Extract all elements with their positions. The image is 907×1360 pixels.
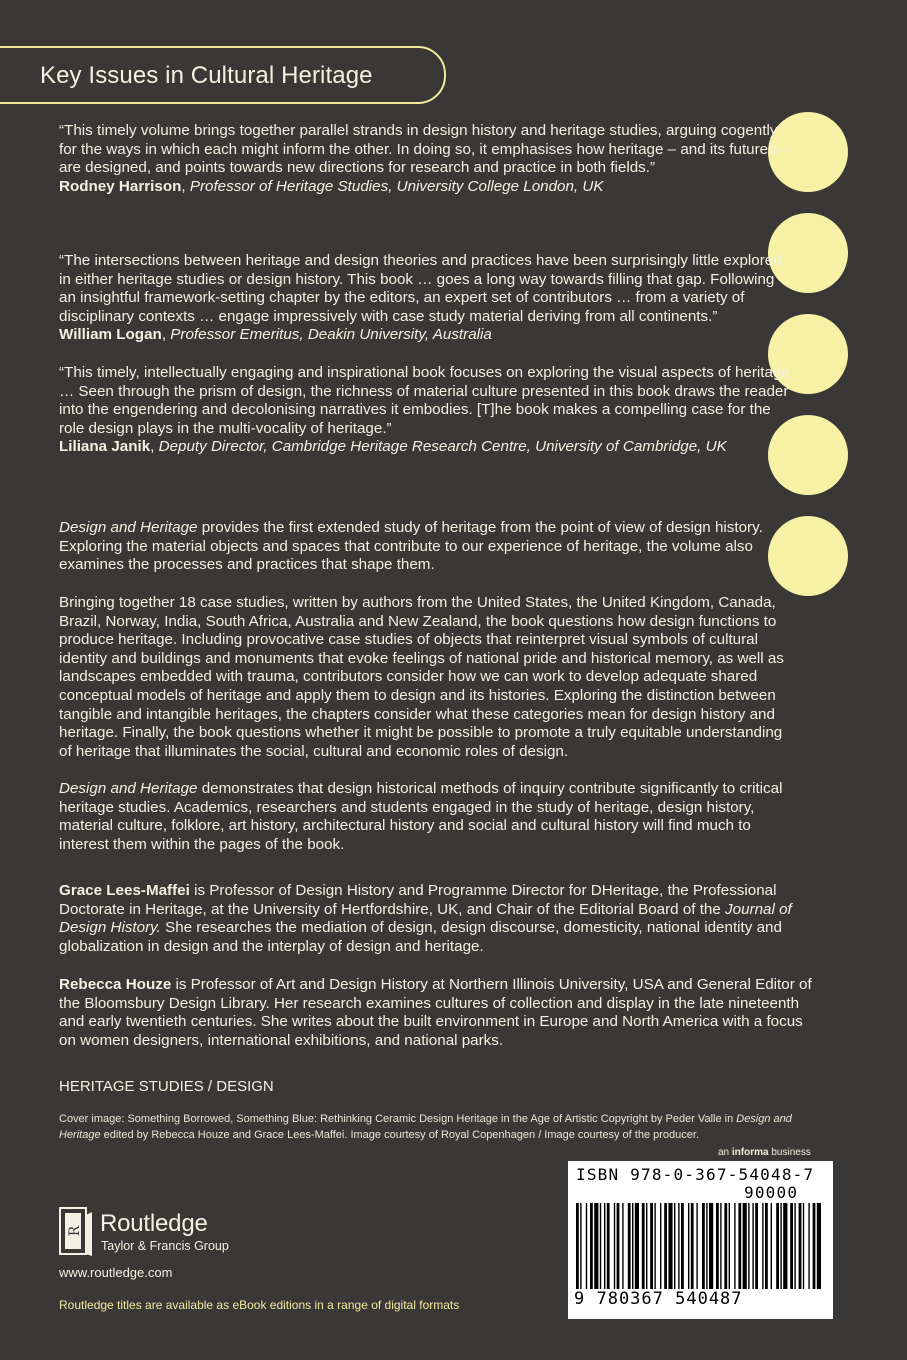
quote-attribution: William Logan, Professor Emeritus, Deakin University, Australia bbox=[59, 326, 492, 344]
reviewer-name: Rodney Harrison bbox=[59, 177, 182, 195]
credit-text: Cover image: Something Borrowed, Something Blue: Rethinking Ceramic Design Heritage in the Age of Artistic Copyright by Peder Valle in bbox=[59, 1113, 737, 1125]
quote-text: “The intersections between heritage and design theories and practices have been surprisingly little explored in either heritage studies or design history. This book … goes a long way towards filling that gap. Following an insightful framework-setting chapter by the editors, an expert set of contributors … from a variety of disciplinary contexts … engage impressively with case study material deriving from all continents.” bbox=[59, 252, 782, 325]
subject-category: HERITAGE STUDIES / DESIGN bbox=[59, 1078, 274, 1095]
ebook-availability-note: Routledge titles are available as eBook editions in a range of digital formats bbox=[59, 1298, 460, 1312]
author-bio bbox=[59, 882, 819, 956]
reviewer-name: Liliana Janik bbox=[59, 438, 151, 456]
journal-title: Journal of Design History. bbox=[59, 900, 792, 937]
bio-text: She researches the mediation of design, design discourse, domesticity, national identity and globalization in design and the interplay of design and heritage. bbox=[59, 919, 782, 955]
ean-number: 9 780367 540487 bbox=[574, 1289, 743, 1309]
publisher-website-link[interactable]: www.routledge.com bbox=[59, 1265, 173, 1280]
description-text: demonstrates that design historical methods of inquiry contribute significantly to critical heritage studies. Academics, researchers and students engaged in the study of heritage, design history, material culture, folklore, art history, architectural history and social and cultural history will find much to interest them within the pages of the book. bbox=[59, 780, 783, 853]
quote-text: “This timely, intellectually engaging and inspirational book focuses on exploring the visual aspects of heritage … Seen through the prism of design, the richness of material culture presented in this book draws the reader into the engendering and decolonising narratives it embodies. [T]he book makes a compelling case for the role design plays in the multi-vocality of heritage.” bbox=[59, 364, 790, 437]
review-quote bbox=[59, 122, 794, 196]
description-paragraph bbox=[59, 780, 794, 854]
bio-text: is Professor of Design History and Programme Director for DHeritage, the Professional Doctorate in Heritage, at the University of Hertfordshire, UK, and Chair of the Editorial Board of the bbox=[59, 882, 777, 918]
reviewer-role: Deputy Director, Cambridge Heritage Research Centre, University of Cambridge, UK bbox=[158, 438, 727, 456]
publisher-group: Taylor & Francis Group bbox=[101, 1239, 229, 1253]
description-paragraph bbox=[59, 519, 794, 575]
quote-attribution: Liliana Janik, Deputy Director, Cambridge Heritage Research Centre, University of Cambridge, UK bbox=[59, 438, 727, 456]
credit-book-title: Design and Heritage bbox=[59, 1113, 792, 1141]
author-name: Grace Lees-Maffei bbox=[59, 882, 190, 899]
isbn-text: ISBN 978-0-367-54048-7 bbox=[576, 1165, 815, 1184]
svg-text:R: R bbox=[67, 1225, 83, 1237]
informa-brand: informa bbox=[731, 1147, 769, 1158]
price-code: 90000 bbox=[744, 1183, 799, 1202]
cover-image-credit bbox=[59, 1111, 819, 1143]
reviewer-role: Professor of Heritage Studies, University College London, UK bbox=[189, 177, 604, 195]
description-text: provides the first extended study of heritage from the point of view of design history. Exploring the material objects and spaces that contribute to our experience of heritage, the volume also examines the processes and practices that shape them. bbox=[59, 519, 763, 574]
series-title: Key Issues in Cultural Heritage bbox=[40, 62, 373, 89]
review-quote bbox=[59, 364, 794, 457]
bio-text: is Professor of Art and Design History at Northern Illinois University, USA and General Editor of the Bloomsbury Design Library. Her research examines cultures of collection and display in the late nineteenth and early twentieth centuries. She writes about the built environment in Europe and North America with a focus on women designers, international exhibitions, and national parks. bbox=[59, 976, 812, 1049]
author-name: Rebecca Houze bbox=[59, 976, 172, 993]
quote-text: “This timely volume brings together parallel strands in design history and heritage studies, arguing cogently for the ways in which each might inform the other. In doing so, it emphasises how heritage – and its futures – are designed, and points towards new directions for research and practice in both fields.” bbox=[59, 122, 789, 177]
review-quote bbox=[59, 252, 794, 345]
book-title: Design and Heritage bbox=[59, 519, 198, 536]
reviewer-role: Professor Emeritus, Deakin University, Australia bbox=[170, 326, 492, 344]
barcode-bars bbox=[576, 1203, 824, 1289]
credit-text: edited by Rebecca Houze and Grace Lees-Maffei. Image courtesy of Royal Copenhagen / Image courtesy of the producer. bbox=[100, 1129, 699, 1141]
author-bio bbox=[59, 976, 819, 1050]
description-paragraph bbox=[59, 594, 794, 761]
routledge-logo-icon bbox=[59, 1207, 93, 1257]
book-title: Design and Heritage bbox=[59, 780, 198, 797]
informa-business-label: an informa business bbox=[718, 1147, 811, 1158]
reviewer-name: William Logan bbox=[59, 326, 162, 344]
quote-attribution: Rodney Harrison, Professor of Heritage Studies, University College London, UK bbox=[59, 177, 604, 195]
description-text: Bringing together 18 case studies, written by authors from the United States, the United Kingdom, Canada, Brazil, Norway, India, South Africa, Australia and New Zealand, the book questions how design functions to produce heritage. Including provocative case studies of objects that reinterpret visual symbols of cultural identity and buildings and monuments that evoke feelings of national pride and historical memory, as well as landscapes embedded with trauma, contributors consider how we can work to develop adequate shared conceptual models of heritage and apply them to design and its histories. Exploring the distinction between tangible and intangible heritages, the chapters consider what these categories mean for design history and heritage. Finally, the book questions whether it might be possible to promote a truly equitable understanding of heritage that illuminates the social, cultural and economic roles of design. bbox=[59, 594, 784, 760]
publisher-name: Routledge bbox=[100, 1210, 208, 1237]
barcode-panel bbox=[568, 1161, 833, 1319]
